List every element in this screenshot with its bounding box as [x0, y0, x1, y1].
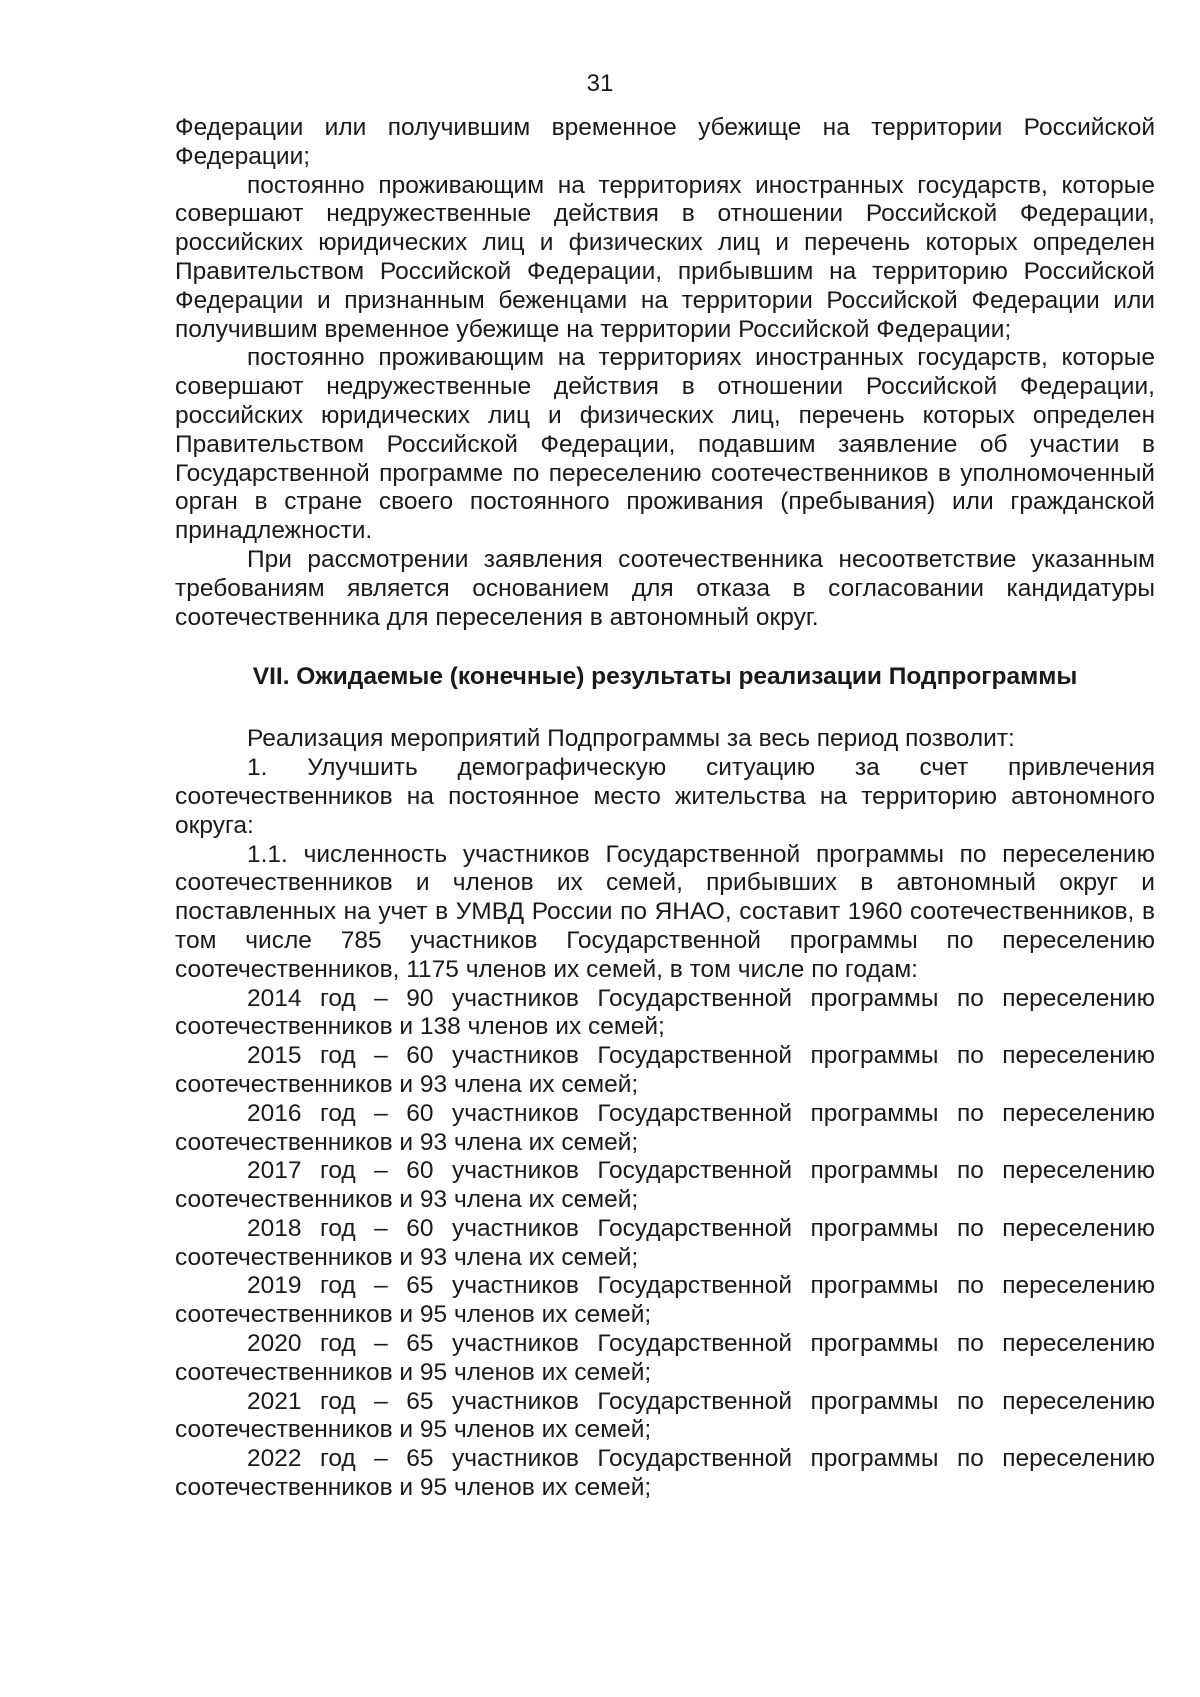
paragraph: Реализация мероприятий Подпрограммы за весь период позволит:	[247, 725, 1015, 753]
paragraph: При рассмотрении заявления соотечественника несоответствие указанным требованиям является основанием для отказа в согласовании кандидатуры соотечественника для переселения в автономный округ.	[175, 545, 1155, 631]
document-body	[175, 114, 1155, 1503]
year-item: 2019 год – 65 участников Государственной программы по переселению соотечественников и 95 членов их семей;	[175, 1272, 1155, 1329]
year-item: 2022 год – 65 участников Государственной программы по переселению соотечественников и 95 членов их семей;	[175, 1445, 1155, 1502]
paragraph: постоянно проживающим на территориях иностранных государств, которые совершают недружественные действия в отношении Российской Федерации, российских юридических лиц и физических лиц, перечень которых определен Правительством Российской Федерации, подавшим заявление об участии в Государственной программе по переселению соотечественников в уполномоченный орган в стране своего постоянного проживания (пребывания) или гражданской принадлежности.	[175, 344, 1155, 545]
list-item: 1. Улучшить демографическую ситуацию за счет привлечения соотечественников на постоянное место жительства на территорию автономного округа:	[175, 754, 1155, 839]
year-item: 2018 год – 60 участников Государственной программы по переселению соотечественников и 93 члена их семей;	[175, 1214, 1155, 1271]
section-before-heading	[175, 114, 1155, 632]
list-item: 1.1. численность участников Государственной программы по переселению соотечественников и членов их семей, прибывших в автономный округ и поставленных на учет в УМВД России по ЯНАО, составит 1960 соотечественников, в том числе 785 участников Государственной программы по переселению соотечественников, 1175 членов их семей, в том числе по годам:	[175, 840, 1155, 983]
year-item: 2021 год – 65 участников Государственной программы по переселению соотечественников и 95 членов их семей;	[175, 1387, 1155, 1444]
section-after-heading	[175, 725, 1155, 1503]
year-item: 2014 год – 90 участников Государственной программы по переселению соотечественников и 138 членов их семей;	[175, 984, 1155, 1041]
year-item: 2020 год – 65 участников Государственной программы по переселению соотечественников и 95 членов их семей;	[175, 1330, 1155, 1386]
year-item: 2015 год – 60 участников Государственной программы по переселению соотечественников и 93 члена их семей;	[175, 1042, 1155, 1098]
paragraph: постоянно проживающим на территориях иностранных государств, которые совершают недружественные действия в отношении Российской Федерации, российских юридических лиц и физических лиц и перечень которых определен Правительством Российской Федерации, прибывшим на территорию Российской Федерации и признанным беженцами на территории Российской Федерации или получившим временное убежище на территории Российской Федерации;	[175, 171, 1155, 343]
paragraph: Федерации или получившим временное убежище на территории Российской Федерации;	[175, 114, 1155, 170]
page-number: 31	[586, 70, 614, 97]
year-item: 2017 год – 60 участников Государственной программы по переселению соотечественников и 93 члена их семей;	[175, 1157, 1155, 1214]
section-heading: VII. Ожидаемые (конечные) результаты реализации Подпрограммы	[252, 663, 1078, 691]
year-item: 2016 год – 60 участников Государственной программы по переселению соотечественников и 93 члена их семей;	[175, 1099, 1155, 1156]
